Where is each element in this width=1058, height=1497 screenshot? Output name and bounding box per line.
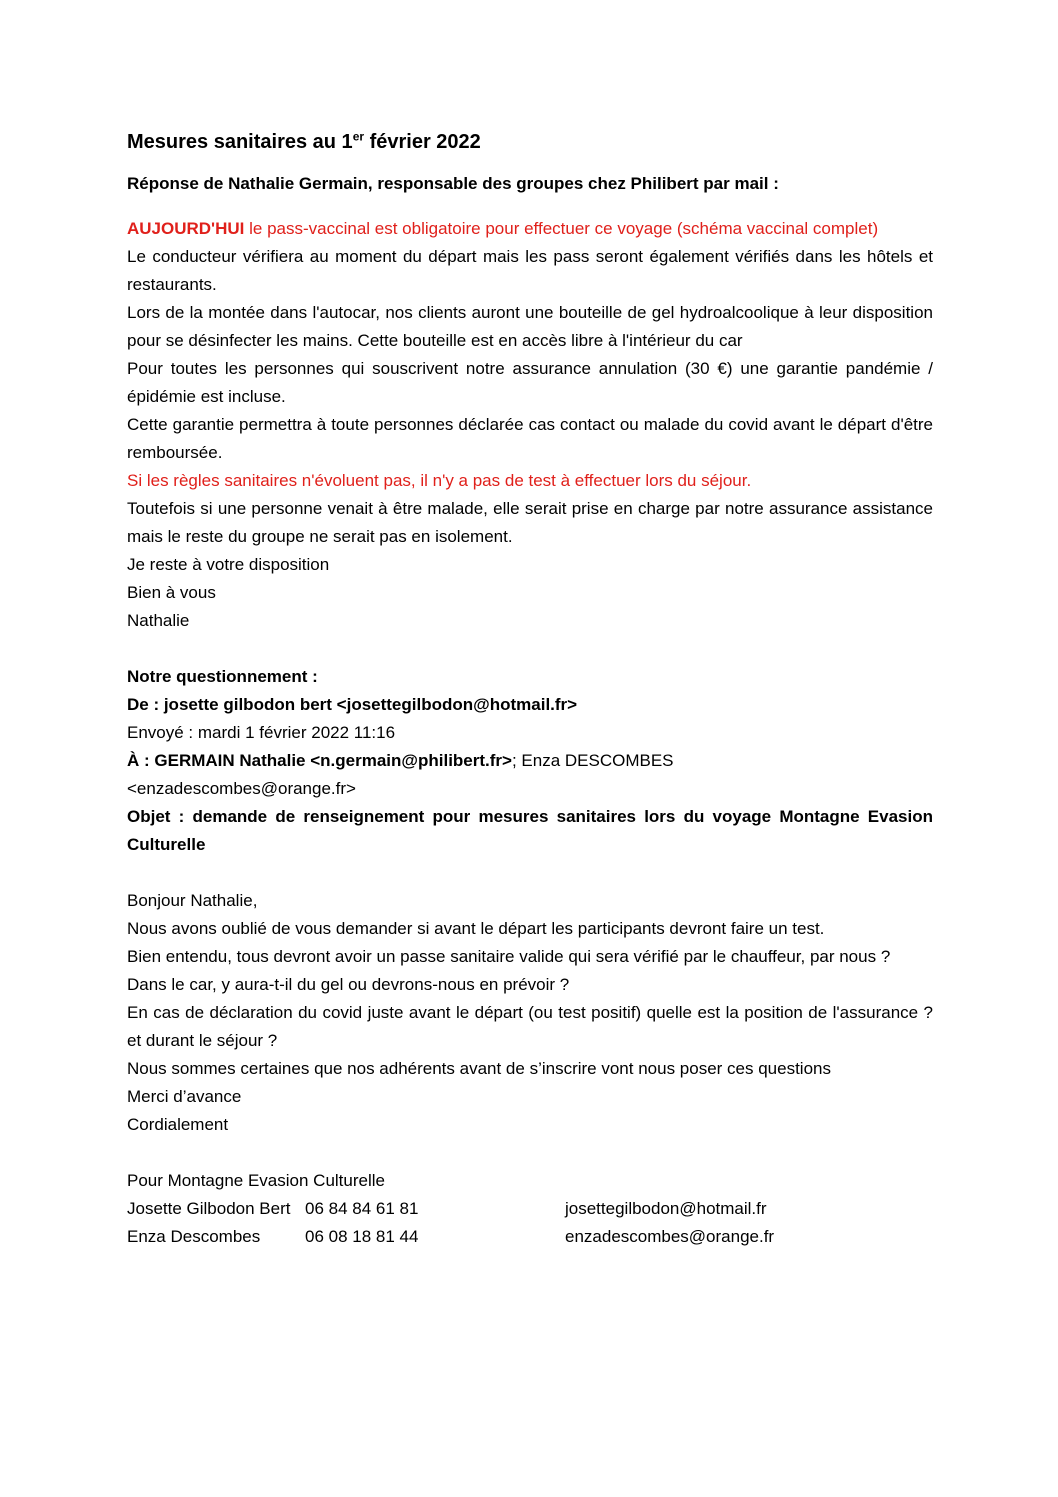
email-header	[127, 663, 933, 859]
spacer	[127, 635, 933, 663]
message-line: Nous avons oublié de vous demander si avant le départ les participants devront faire un test.	[127, 919, 825, 938]
signature-row	[127, 1223, 933, 1251]
title-superscript: er	[352, 129, 365, 144]
message-thanks: Merci d’avance	[127, 1087, 242, 1106]
message-line: En cas de déclaration du covid juste avant le départ (ou test positif) quelle est la position de l'assurance ? et durant le séjour ?	[127, 1003, 933, 1050]
signature-email[interactable]: josettegilbodon@hotmail.fr	[565, 1199, 767, 1218]
email-to-cc: ; Enza DESCOMBES	[511, 751, 674, 770]
email-subject: Objet : demande de renseignement pour mesures sanitaires lors du voyage Montagne Evasion Culturelle	[127, 807, 933, 854]
email-to-continued: <enzadescombes@orange.fr>	[127, 779, 356, 798]
message-line: Bien entendu, tous devront avoir un passe sanitaire valide qui sera vérifié par le chauffeur, par nous ?	[127, 947, 891, 966]
title-date: février 2022	[364, 131, 481, 153]
reply-closing: Je reste à votre disposition	[127, 555, 330, 574]
spacer	[127, 1139, 933, 1167]
reply-paragraph-insurance: Pour toutes les personnes qui souscrivent notre assurance annulation (30 €) une garantie pandémie /épidémie est incluse.	[127, 359, 933, 406]
signature-row	[127, 1195, 933, 1223]
reply-section	[127, 215, 933, 635]
email-message	[127, 887, 933, 1139]
email-sent: Envoyé : mardi 1 février 2022 11:16	[127, 723, 396, 742]
email-from: De : josette gilbodon bert <josettegilbodon@hotmail.fr>	[127, 695, 578, 714]
reply-paragraph-gel: Lors de la montée dans l'autocar, nos clients auront une bouteille de gel hydroalcoolique à leur disposition pour se désinfecter les mains. Cette bouteille est en accès libre à l'intérieur du car	[127, 303, 933, 350]
message-greeting: Bonjour Nathalie,	[127, 891, 258, 910]
message-closing: Cordialement	[127, 1115, 229, 1134]
title-text: Mesures sanitaires au 1	[127, 131, 353, 153]
email-to	[127, 747, 933, 775]
signature-block	[127, 1167, 933, 1251]
spacer	[127, 859, 933, 887]
reply-regards: Bien à vous	[127, 583, 216, 602]
reply-signature: Nathalie	[127, 611, 190, 630]
reply-paragraph-driver: Le conducteur vérifiera au moment du départ mais les pass seront également vérifiés dans les hôtels et restaurants.	[127, 247, 933, 294]
reply-paragraph-assistance: Toutefois si une personne venait à être malade, elle serait prise en charge par notre assurance assistance mais le reste du groupe ne serait pas en isolement.	[127, 499, 933, 546]
reply-paragraph-test: Si les règles sanitaires n'évoluent pas, il n'y a pas de test à effectuer lors du séjour.	[127, 471, 752, 490]
reply-pass-text: le pass-vaccinal est obligatoire pour effectuer ce voyage (schéma vaccinal complet)	[244, 219, 879, 238]
message-line: Nous sommes certaines que nos adhérents avant de s’inscrire vont nous poser ces questions	[127, 1059, 831, 1078]
message-line: Dans le car, y aura-t-il du gel ou devrons-nous en prévoir ?	[127, 975, 570, 994]
signature-phone: 06 08 18 81 44	[305, 1227, 419, 1246]
reply-heading: Réponse de Nathalie Germain, responsable des groupes chez Philibert par mail :	[127, 174, 779, 193]
reply-paragraph-guarantee: Cette garantie permettra à toute personnes déclarée cas contact ou malade du covid avant le départ d'être remboursée.	[127, 415, 933, 462]
signature-phone: 06 84 84 61 81	[305, 1199, 419, 1218]
signature-email[interactable]: enzadescombes@orange.fr	[565, 1227, 775, 1246]
page-title	[127, 128, 933, 156]
reply-paragraph-pass	[127, 215, 933, 243]
question-heading: Notre questionnement :	[127, 667, 318, 686]
signature-name: Josette Gilbodon Bert	[127, 1199, 291, 1218]
email-to-primary: À : GERMAIN Nathalie <n.germain@philibert.fr>	[127, 751, 512, 770]
document-body	[127, 128, 933, 1251]
signature-org: Pour Montagne Evasion Culturelle	[127, 1171, 385, 1190]
reply-emphasis: AUJOURD'HUI	[127, 219, 245, 238]
signature-name: Enza Descombes	[127, 1227, 261, 1246]
